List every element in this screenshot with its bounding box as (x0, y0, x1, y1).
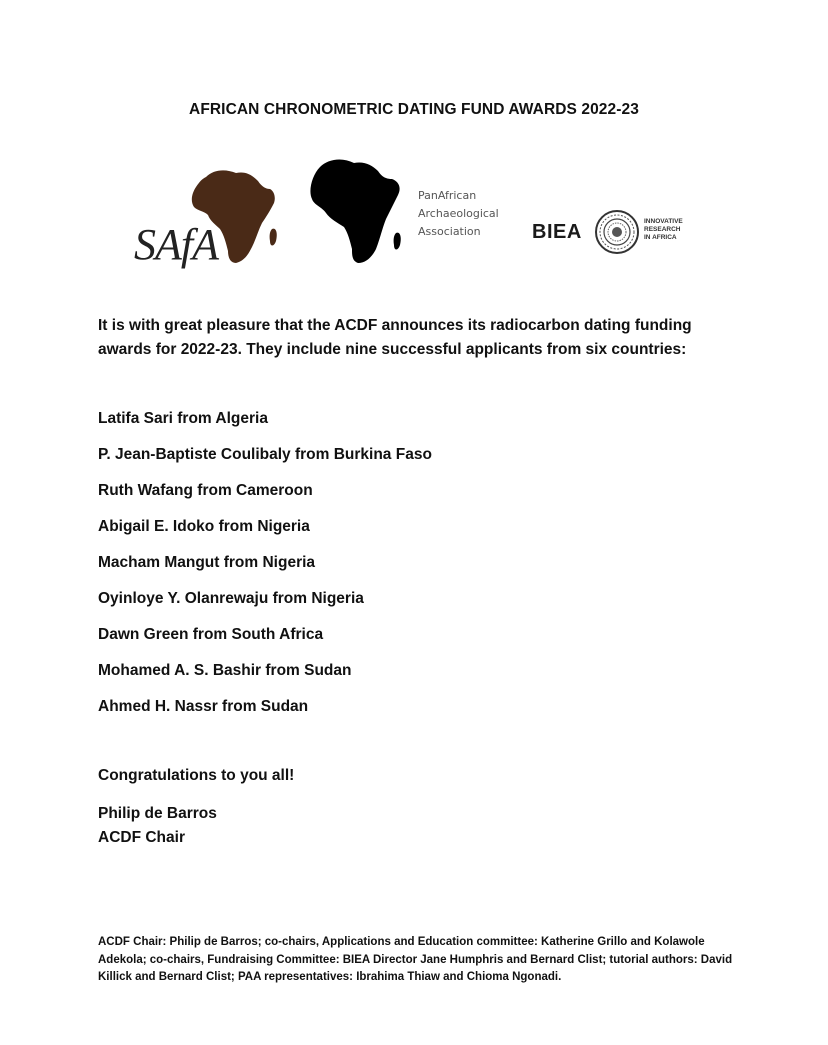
biea-tagline-2: RESEARCH (644, 226, 681, 233)
safa-wordmark: SAfA (134, 220, 218, 269)
footer-credits: ACDF Chair: Philip de Barros; co-chairs, Applications and Education committee: Katherine Grillo and Kolawole Adekola; co-chairs, Fundraising Committee: BIEA Director Jane Humphris and Bernard Clist; tutorial authors: David Killick and Bernard Clist; PAA representatives: Ibrahima Thiaw and Chioma Ngonadi. (98, 936, 733, 983)
biea-tagline-3: IN AFRICA (644, 234, 677, 241)
list-item: Mohamed A. S. Bashir from Sudan (98, 662, 352, 679)
biea-wordmark: BIEA (532, 221, 582, 243)
list-item: Ahmed H. Nassr from Sudan (98, 698, 309, 715)
list-item: Abigail E. Idoko from Nigeria (98, 518, 310, 535)
list-item: Ruth Wafang from Cameroon (98, 482, 313, 499)
paa-line-1: PanAfrican (418, 189, 477, 202)
list-item: Dawn Green from South Africa (98, 626, 324, 643)
paa-name (418, 187, 499, 241)
congratulations-text: Congratulations to you all! (98, 767, 295, 784)
africa-map-black-icon (306, 155, 416, 267)
list-item: P. Jean-Baptiste Coulibaly from Burkina Faso (98, 446, 432, 463)
paa-logo (306, 155, 516, 267)
paa-line-2: Archaeological (418, 207, 499, 220)
biea-tagline (644, 218, 683, 242)
biea-tagline-1: INNOVATIVE (644, 218, 683, 225)
intro-paragraph: It is with great pleasure that the ACDF announces its radiocarbon dating funding awards for 2022-23. They include nine successful applicants from six countries: (98, 317, 692, 358)
recipients-list (98, 408, 432, 732)
signature-block (98, 802, 217, 850)
signature-role: ACDF Chair (98, 829, 185, 846)
list-item: Macham Mangut from Nigeria (98, 554, 316, 571)
list-item: Oyinloye Y. Olanrewaju from Nigeria (98, 590, 364, 607)
list-item: Latifa Sari from Algeria (98, 410, 268, 427)
paa-line-3: Association (418, 225, 481, 238)
biea-seal-icon (594, 209, 640, 255)
signature-name: Philip de Barros (98, 805, 217, 822)
biea-logo (532, 207, 702, 263)
logo-strip (0, 155, 828, 270)
safa-logo (128, 159, 288, 269)
document-title: AFRICAN CHRONOMETRIC DATING FUND AWARDS 2022-23 (189, 101, 639, 118)
